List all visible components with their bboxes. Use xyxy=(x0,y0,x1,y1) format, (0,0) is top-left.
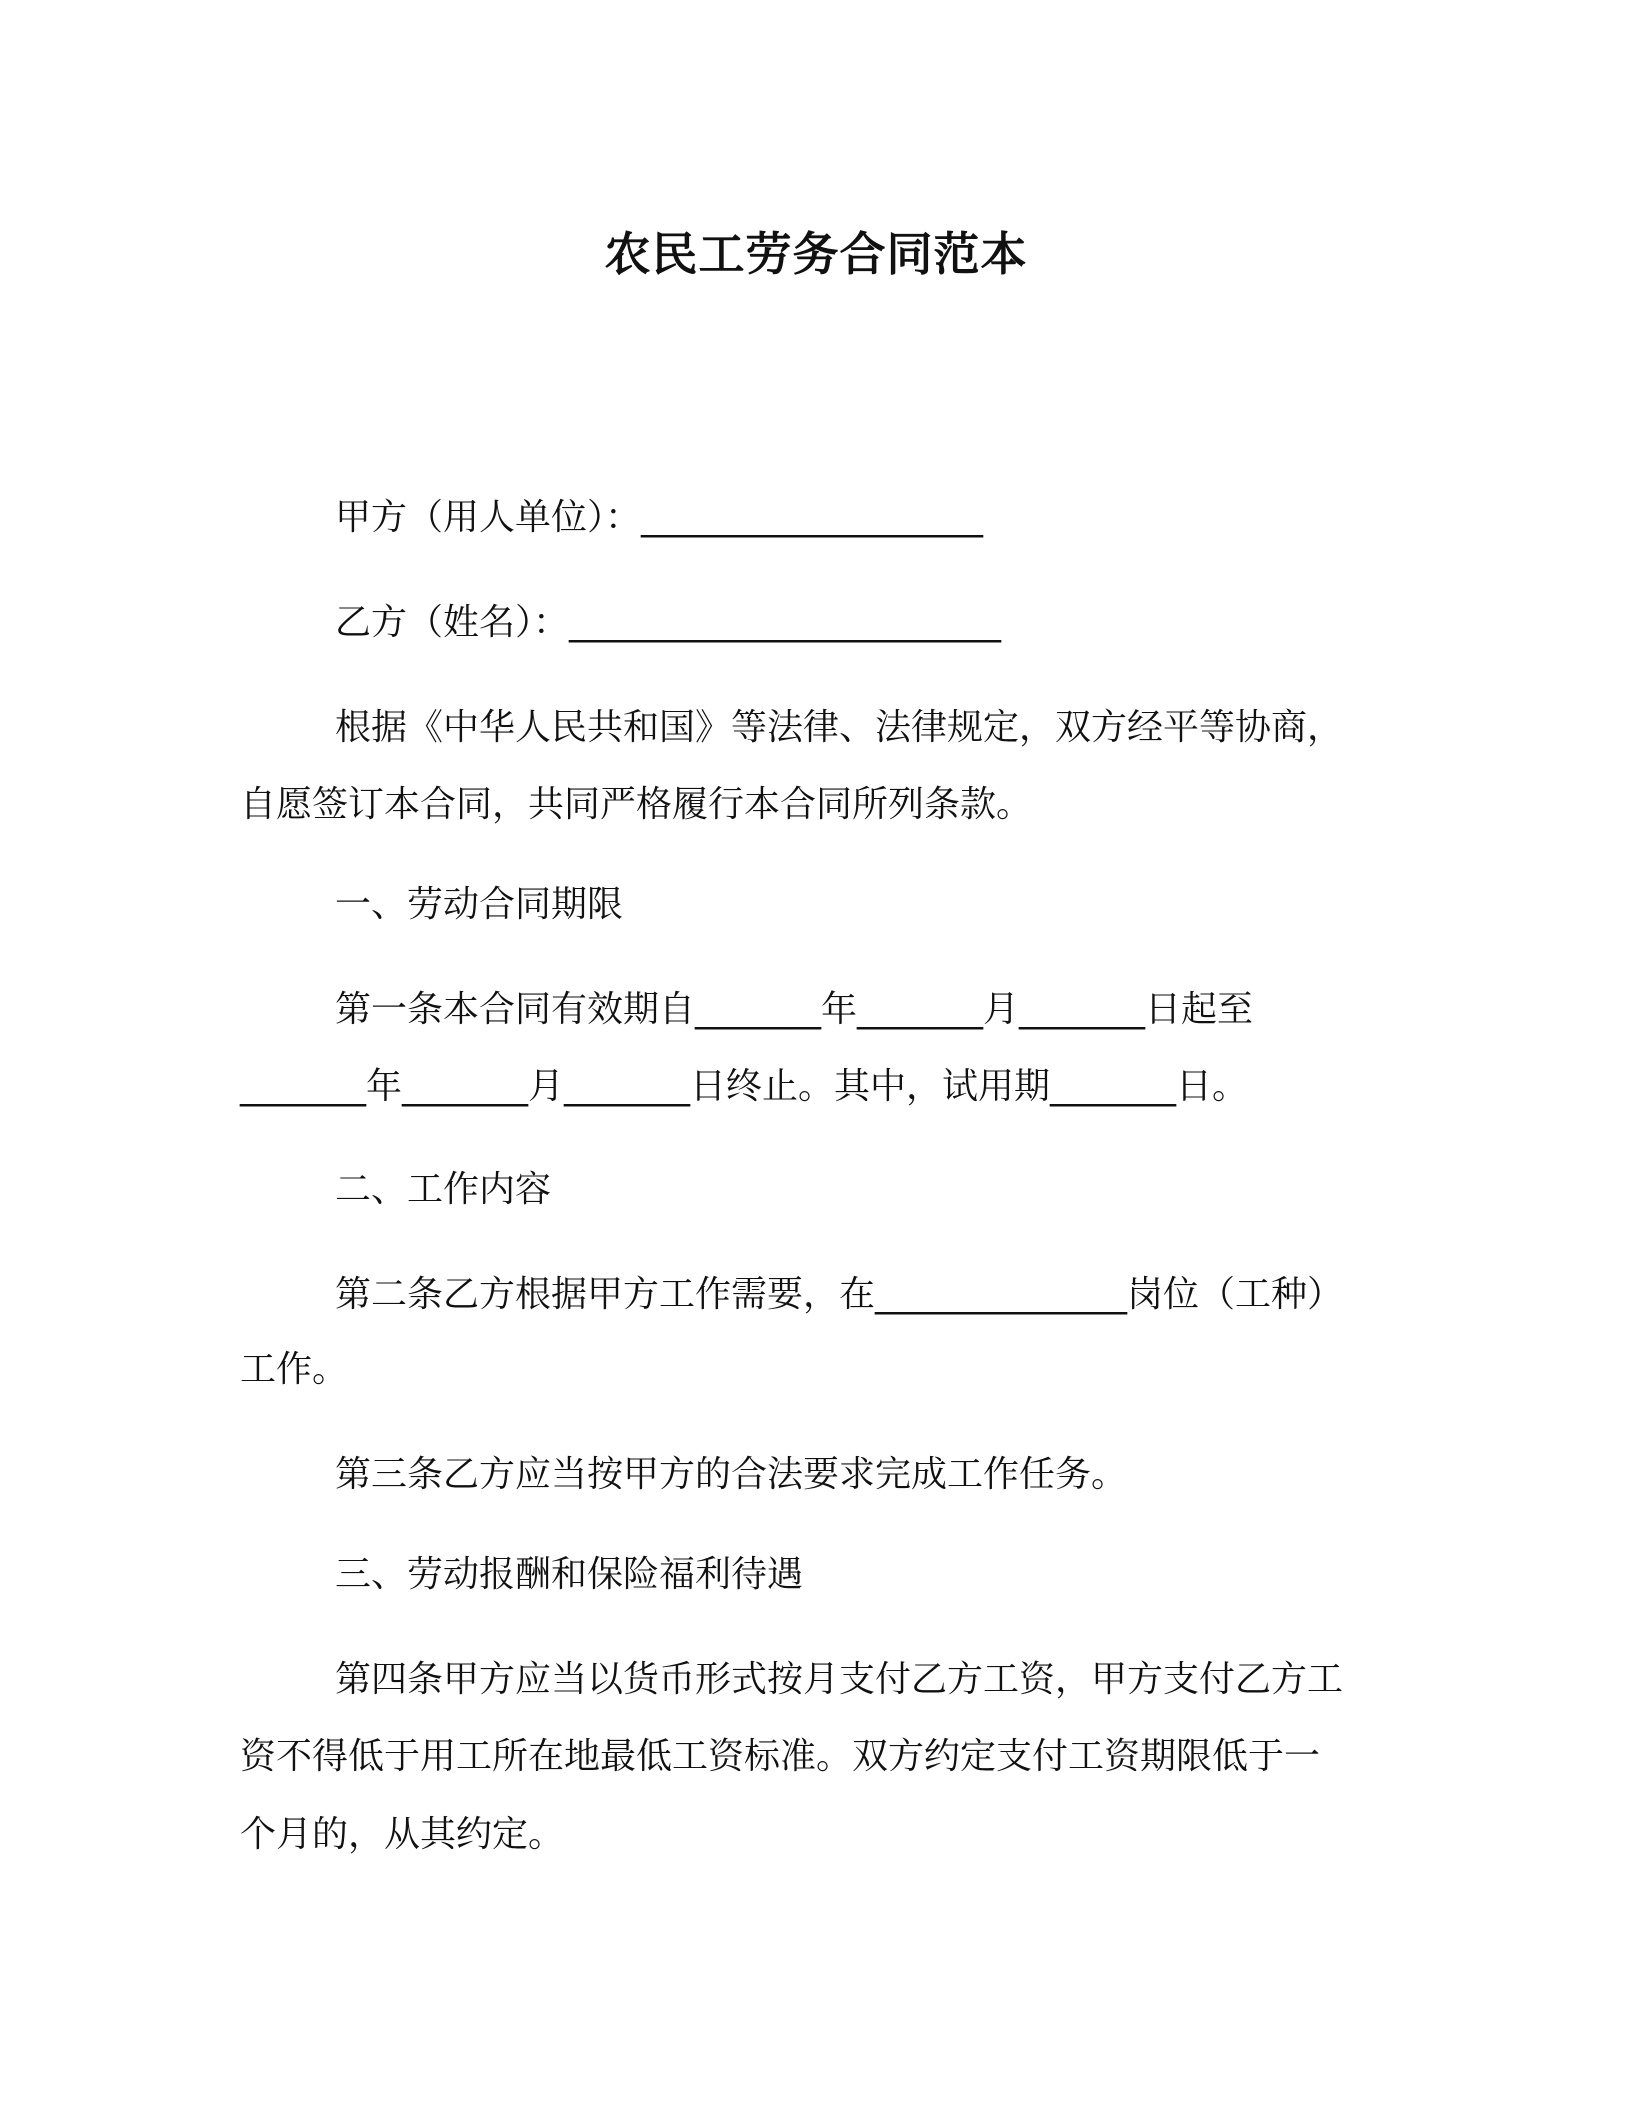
preamble-line-1: 根据《中华人民共和国》等法律、法律规定，双方经平等协商， xyxy=(335,707,1344,748)
document-title: 农民工劳务合同范本 xyxy=(604,227,1028,281)
article-4-line-1: 第四条甲方应当以货币形式按月支付乙方工资，甲方支付乙方工 xyxy=(335,1659,1344,1700)
article-1-line-2: _______年_______月_______日终止。其中，试用期_______日。 xyxy=(240,1066,1249,1107)
preamble-line-2: 自愿签订本合同，共同严格履行本合同所列条款。 xyxy=(240,784,1033,825)
article-4-line-2: 资不得低于用工所在地最低工资标准。双方约定支付工资期限低于一 xyxy=(240,1736,1321,1777)
section-3-heading: 三、劳动报酬和保险福利待遇 xyxy=(335,1554,804,1595)
party-b-line: 乙方（姓名）：________________________ xyxy=(335,602,1002,643)
article-2-line-2: 工作。 xyxy=(240,1349,349,1390)
article-3-line: 第三条乙方应当按甲方的合法要求完成工作任务。 xyxy=(335,1454,1128,1495)
article-2-line-1: 第二条乙方根据甲方工作需要，在______________岗位（工种） xyxy=(335,1274,1344,1315)
article-1-line-1: 第一条本合同有效期自_______年_______月_______日起至 xyxy=(335,989,1254,1030)
section-1-heading: 一、劳动合同期限 xyxy=(335,884,624,925)
article-4-line-3: 个月的，从其约定。 xyxy=(240,1814,565,1855)
section-2-heading: 二、工作内容 xyxy=(335,1169,552,1210)
party-a-line: 甲方（用人单位）：___________________ xyxy=(335,497,984,538)
